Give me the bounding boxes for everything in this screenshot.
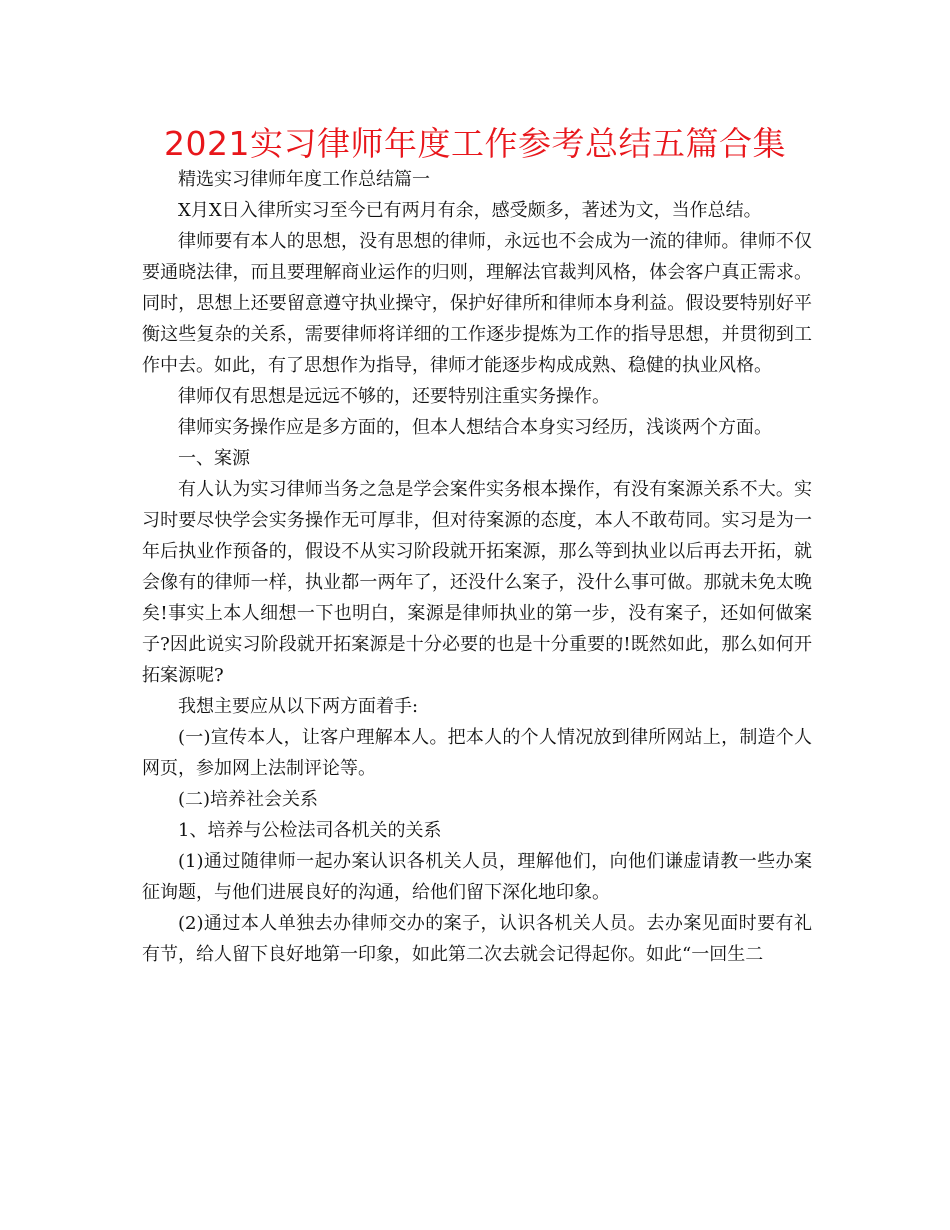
paragraph: 精选实习律师年度工作总结篇一 <box>178 169 430 190</box>
paragraph: 律师要有本人的思想，没有思想的律师，永远也不会成为一流的律师。律师不仅要通晓法律，而且要理解商业运作的归则，理解法官裁判风格，体会客户真正需求。同时，思想上还要留意遵守执业操守，保护好律所和律师本身利益。假设要特别好平衡这些复杂的关系，需要律师将详细的工作逐步提炼为工作的指导思想，并贯彻到工作中去。如此，有了思想作为指导，律师才能逐步构成成熟、稳健的执业风格。 <box>142 231 812 376</box>
paragraph: (2)通过本人单独去办律师交办的案子，认识各机关人员。去办案见面时要有礼有节，给人留下良好地第一印象，如此第二次去就会记得起你。如此“一回生二 <box>142 913 812 965</box>
paragraph: 律师实务操作应是多方面的，但本人想结合本身实习经历，浅谈两个方面。 <box>178 417 772 438</box>
document-body <box>142 164 812 970</box>
section-heading: 一、案源 <box>178 448 250 469</box>
paragraph: (1)通过随律师一起办案认识各机关人员，理解他们，向他们谦虚请教一些办案征询题，与他们进展良好的沟通，给他们留下深化地印象。 <box>142 851 812 903</box>
paragraph: 有人认为实习律师当务之急是学会案件实务根本操作，有没有案源关系不大。实习时要尽快学会实务操作无可厚非，但对待案源的态度，本人不敢苟同。实习是为一年后执业作预备的，假设不从实习阶段就开拓案源，那么等到执业以后再去开拓，就会像有的律师一样，执业都一两年了，还没什么案子，没什么事可做。那就未免太晚矣!事实上本人细想一下也明白，案源是律师执业的第一步，没有案子，还如何做案子?因此说实习阶段就开拓案源是十分必要的也是十分重要的!既然如此，那么如何开拓案源呢? <box>142 479 812 686</box>
paragraph: 1、培养与公检法司各机关的关系 <box>178 820 442 841</box>
paragraph: 律师仅有思想是远远不够的，还要特别注重实务操作。 <box>178 386 610 407</box>
paragraph: X月X日入律所实习至今已有两月有余，感受颇多，著述为文，当作总结。 <box>178 200 762 221</box>
paragraph: (二)培养社会关系 <box>178 789 319 810</box>
paragraph: 我想主要应从以下两方面着手: <box>178 696 419 717</box>
paragraph: (一)宣传本人，让客户理解本人。把本人的个人情况放到律所网站上，制造个人网页，参加网上法制评论等。 <box>142 727 812 779</box>
document-title: 2021实习律师年度工作参考总结五篇合集 <box>164 124 786 163</box>
